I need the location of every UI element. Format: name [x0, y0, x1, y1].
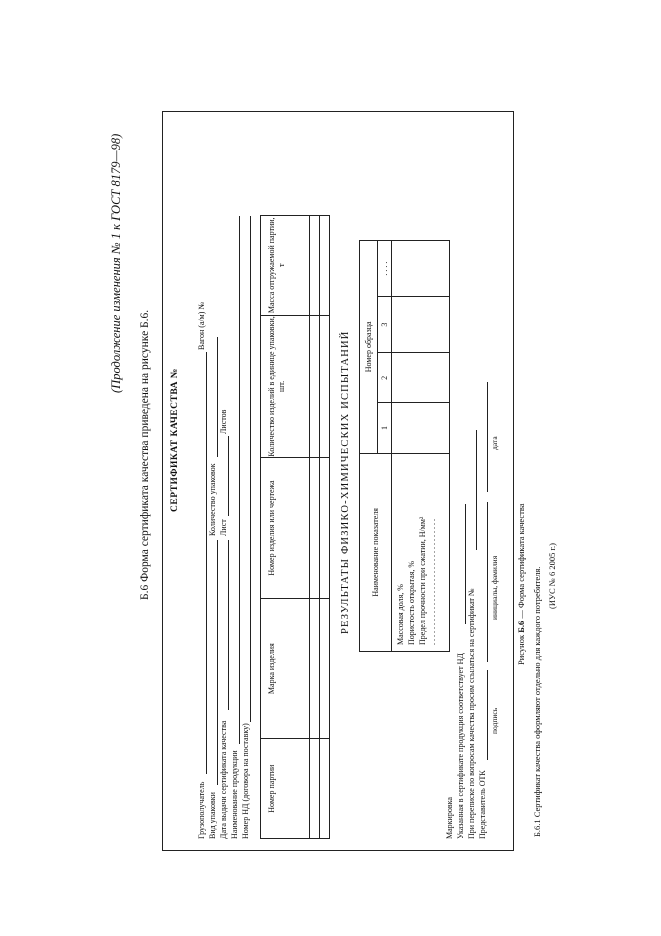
package-count-line: [217, 337, 218, 457]
name-caption: инициалы, фамилия: [490, 555, 499, 620]
nd-compliance-line: [465, 504, 466, 624]
results-table: [359, 240, 450, 652]
product-table: [260, 215, 330, 839]
sample-col-3: 3: [378, 297, 392, 353]
date-line: [487, 382, 488, 492]
col-product-grade: Марка изделия: [261, 598, 310, 739]
col-items-per-package: Количество изделий в единице упаковки, шт.: [261, 315, 310, 458]
sample-col-more: . . . .: [378, 241, 392, 297]
signature-line: [487, 670, 488, 760]
sample-col-1: 1: [378, 403, 392, 453]
col-drawing-number: Номер изделия или чертежа: [261, 458, 310, 599]
indicator-compressive-strength: Предел прочности при сжатии, Н/мм²: [417, 516, 427, 645]
package-type-label: Вид упаковки: [208, 792, 217, 839]
nd-number-label: Номер НД (договора на поставку): [241, 723, 250, 839]
indicator-header: Наименование показателя: [360, 453, 392, 651]
sample-header: Номер образца: [360, 241, 378, 454]
correspondence-label: При переписке по вопросам качества просим ссылаться на сертификат №: [467, 588, 476, 839]
figure-caption: Рисунок Б.6 — Форма сертификата качества: [516, 503, 526, 665]
table-row: [320, 216, 330, 839]
col-batch-number: Номер партии: [261, 739, 310, 839]
col-batch-mass: Масса отгружаемой партии, т: [261, 216, 310, 316]
otk-rep-label: Представитель ОТК: [478, 770, 487, 839]
indicator-list: [392, 453, 450, 651]
date-caption: дата: [490, 436, 499, 450]
indicator-mass-fraction: Массовая доля, %: [396, 584, 405, 645]
note-text: Б.6.1 Сертификат качества оформляют отдельно для каждого потребителя.: [532, 566, 542, 837]
sample-col-2: 2: [378, 353, 392, 403]
product-name-label: Наименование продукции: [230, 750, 239, 839]
indicator-more: . . . . . . . . . . . . . . . . . . . . . . . . . . . . . . . .: [428, 519, 438, 645]
sheet-line: [228, 436, 229, 516]
consignee-line: [206, 352, 207, 774]
issue-date-line: [228, 540, 229, 710]
package-type-line: [217, 540, 218, 785]
ius-reference: (ИУС № 6 2005 г.): [547, 543, 557, 609]
sheets-label: Листов: [219, 409, 228, 434]
sheet-label: Лист: [219, 519, 228, 536]
signature-caption: подпись: [490, 707, 499, 734]
correspondence-line: [476, 430, 477, 550]
consignee-label: Грузополучатель: [197, 781, 206, 839]
results-title: РЕЗУЛЬТАТЫ ФИЗИКО-ХИМИЧЕСКИХ ИСПЫТАНИЙ: [340, 330, 351, 634]
name-line: [487, 502, 488, 662]
indicator-open-porosity: Пористость открытая, %: [406, 560, 416, 645]
nd-compliance-label: Указанная в сертификате продукция соответствует НД: [456, 653, 465, 839]
nd-number-line: [250, 216, 251, 722]
marking-label: Маркировка: [445, 797, 454, 839]
wagon-label: Вагон (а/м) №: [197, 301, 206, 350]
product-name-line: [239, 216, 240, 744]
certificate-title: СЕРТИФИКАТ КАЧЕСТВА №: [170, 368, 180, 512]
intro-text: Б.6 Форма сертификата качества приведена на рисунке Б.6.: [139, 309, 151, 600]
package-count-label: Количество упаковок: [208, 463, 217, 536]
certificate-form: [162, 111, 514, 851]
issue-date-label: Дата выдачи сертификата качества: [219, 720, 228, 839]
table-row: [310, 216, 320, 839]
page-header: (Продолжение изменения № 1 к ГОСТ 8179—98): [109, 133, 123, 393]
